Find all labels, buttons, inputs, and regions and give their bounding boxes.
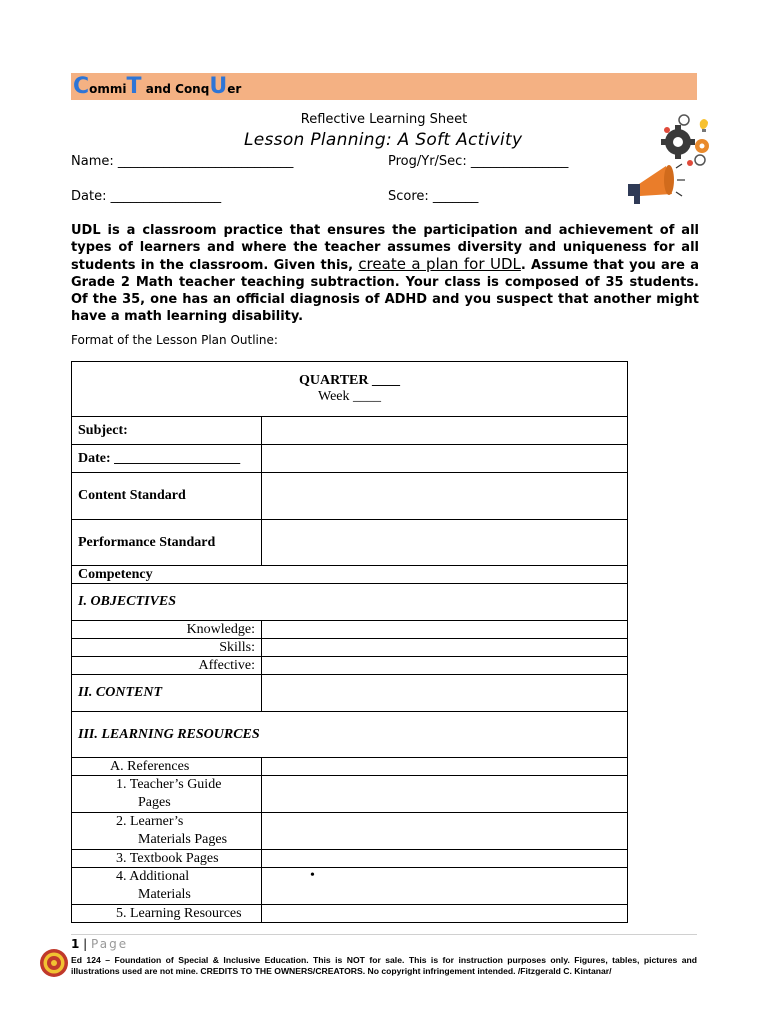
banner-letter-c: C xyxy=(73,74,90,99)
table-row xyxy=(72,675,628,712)
footer-divider xyxy=(71,934,697,935)
learners-materials-line-2: Materials Pages xyxy=(138,832,228,847)
content-heading: II. CONTENT xyxy=(72,675,262,712)
table-row xyxy=(72,445,628,473)
content-standard-label: Content Standard xyxy=(72,473,262,520)
knowledge-label: Knowledge: xyxy=(72,621,262,639)
date-label: Date: __________________ xyxy=(72,445,262,473)
table-row xyxy=(72,639,628,657)
references-label: A. References xyxy=(72,758,262,776)
page-word: Page xyxy=(91,937,129,951)
additional-materials-value xyxy=(262,868,628,905)
table-row xyxy=(72,621,628,639)
sheet-title: Lesson Planning: A Soft Activity xyxy=(244,130,523,150)
table-row xyxy=(72,850,628,868)
teachers-guide-line-2: Pages xyxy=(138,795,171,810)
quarter-cell xyxy=(72,362,628,417)
format-label: Format of the Lesson Plan Outline: xyxy=(71,333,278,347)
banner-text-er: er xyxy=(227,82,242,96)
instructions-text-continued: . Assume that you are a Grade 2 Math teacher teaching subtraction. Your class is composed of 35 students. Of the 35, one has an official diagnosis of ADHD and you suspect that another might have a math learning disability. xyxy=(71,258,699,324)
textbook-pages-value xyxy=(262,850,628,868)
lesson-plan-table xyxy=(71,361,628,923)
banner-title xyxy=(73,74,241,99)
table-row xyxy=(72,417,628,445)
quarter-label: QUARTER ____ xyxy=(298,373,400,388)
affective-label: Affective: xyxy=(72,657,262,675)
content-standard-value xyxy=(262,473,628,520)
learning-resources-heading: III. LEARNING RESOURCES xyxy=(72,712,628,758)
banner-text-and-conq: and Conq xyxy=(141,82,210,96)
table-row xyxy=(72,868,628,905)
affective-value xyxy=(262,657,628,675)
table-row xyxy=(72,905,628,923)
score-field: Score: _______ xyxy=(388,189,479,204)
page-number xyxy=(71,937,128,951)
banner-text-ommi: ommi xyxy=(89,82,127,96)
competency-label: Competency xyxy=(72,566,628,584)
udl-instructions xyxy=(71,222,699,325)
week-label: Week ____ xyxy=(317,389,382,404)
page-number-value: 1 xyxy=(71,937,80,951)
teachers-guide-value xyxy=(262,776,628,813)
table-row xyxy=(72,712,628,758)
table-row xyxy=(72,813,628,850)
objectives-heading: I. OBJECTIVES xyxy=(72,584,628,621)
content-value xyxy=(262,675,628,712)
teachers-guide-label xyxy=(72,776,262,813)
megaphone-gears-icon xyxy=(622,108,712,208)
references-value xyxy=(262,758,628,776)
table-row xyxy=(72,362,628,417)
subject-value xyxy=(262,417,628,445)
table-row xyxy=(72,566,628,584)
skills-label: Skills: xyxy=(72,639,262,657)
banner-letter-u: U xyxy=(209,74,228,99)
page-separator: | xyxy=(79,937,92,951)
additional-materials-line-1: 4. Additional xyxy=(116,869,190,884)
date-field: Date: _________________ xyxy=(71,189,222,204)
additional-materials-label xyxy=(72,868,262,905)
learners-materials-value xyxy=(262,813,628,850)
table-row xyxy=(72,520,628,566)
header-banner xyxy=(71,73,697,100)
learners-materials-label xyxy=(72,813,262,850)
table-row xyxy=(72,657,628,675)
table-row xyxy=(72,473,628,520)
instructions-text: UDL is a classroom practice that ensures the participation and achievement of all types of learners and where the teacher assumes diversity and uniqueness for all students in the classroom. Given this, xyxy=(71,223,699,273)
prog-yr-sec-field: Prog/Yr/Sec: _______________ xyxy=(388,154,569,169)
school-seal-icon xyxy=(39,948,69,978)
date-value xyxy=(262,445,628,473)
footer-disclaimer: Ed 124 – Foundation of Special & Inclusive Education. This is NOT for sale. This is for instruction purposes only. Figures, tables, pictures and illustrations used are not mine. CREDITS TO THE OWNERS/CREATORS. No copyright infringement intended. /Fitzgerald C. Kintanar/ xyxy=(71,955,697,976)
knowledge-value xyxy=(262,621,628,639)
additional-materials-line-2: Materials xyxy=(138,887,191,902)
performance-standard-value xyxy=(262,520,628,566)
banner-letter-t: T xyxy=(126,74,142,99)
bullet-point: • xyxy=(310,868,315,883)
learners-materials-line-1: 2. Learner’s xyxy=(116,814,184,829)
performance-standard-label: Performance Standard xyxy=(72,520,262,566)
textbook-pages-label: 3. Textbook Pages xyxy=(72,850,262,868)
table-row xyxy=(72,758,628,776)
learning-resources-portal-value xyxy=(262,905,628,923)
skills-value xyxy=(262,639,628,657)
learning-resources-portal-label: 5. Learning Resources xyxy=(72,905,262,923)
teachers-guide-line-1: 1. Teacher’s Guide xyxy=(116,777,222,792)
subject-label: Subject: xyxy=(72,417,262,445)
instructions-emphasis: create a plan for UDL xyxy=(358,255,521,273)
table-row xyxy=(72,584,628,621)
name-field: Name: ___________________________ xyxy=(71,154,294,169)
table-row xyxy=(72,776,628,813)
sheet-subtitle: Reflective Learning Sheet xyxy=(300,112,468,127)
